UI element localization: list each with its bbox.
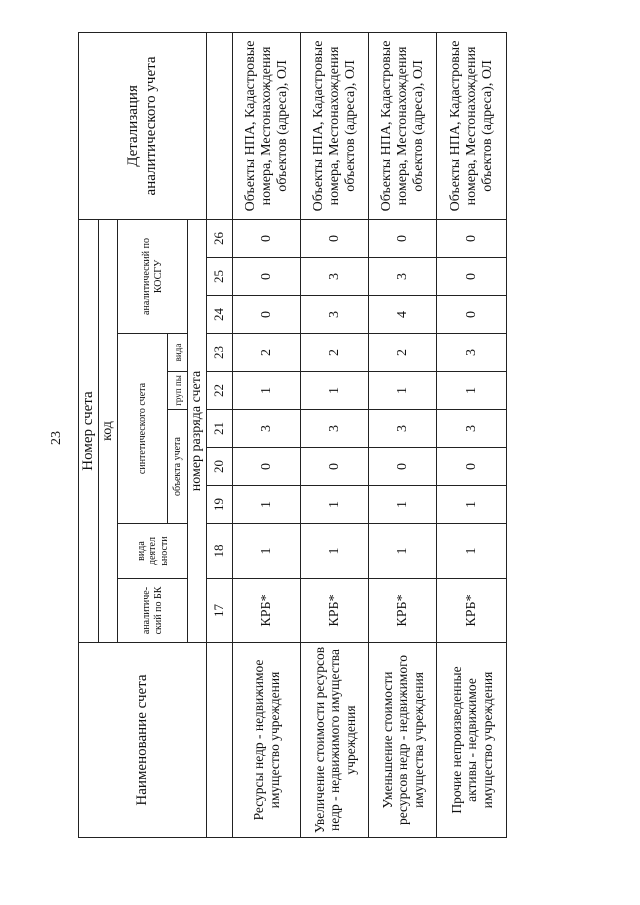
row-value-cell: 1 [233,524,301,579]
row-detail: Объекты НПА, Кадастровые номера, Местонахождения объектов (адреса), ОЛ [437,32,507,219]
row-value-cell: 1 [233,372,301,410]
row-value-cell: 1 [369,524,437,579]
row-value-cell: 4 [369,296,437,334]
row-value-cell: 1 [369,486,437,524]
header-detail: Детализация аналитического учета [79,32,207,219]
row-value-cell: 2 [369,334,437,372]
row-value-cell: 3 [437,334,507,372]
row-value-cell: 0 [437,219,507,257]
header-account-number: Номер счета [79,219,99,642]
digit-number-cell: 25 [207,258,233,296]
row-value-cell: 0 [233,296,301,334]
row-value-cell: 0 [437,296,507,334]
page-number: 23 [49,431,64,445]
digit-number-cell: 22 [207,372,233,410]
account-table [78,32,507,838]
row-value-cell: 2 [233,334,301,372]
row-value-cell: 0 [301,448,369,486]
row-detail: Объекты НПА, Кадастровые номера, Местонахождения объектов (адреса), ОЛ [301,32,369,219]
rotated-table-container [78,33,498,838]
header-account-name: Наименование счета [79,643,207,838]
row-detail: Объекты НПА, Кадастровые номера, Местонахождения объектов (адреса), ОЛ [233,32,301,219]
row-value-cell: 1 [437,372,507,410]
row-value-cell: 1 [437,524,507,579]
row-value-cell: 1 [301,524,369,579]
row-account-name: Увеличение стоимости ресурсов недр - недвижимого имущества учреждения [301,643,369,838]
digit-number-cell: 18 [207,524,233,579]
digit-number-cell: 19 [207,486,233,524]
digit-number-cell: 20 [207,448,233,486]
row-value-cell: 1 [233,486,301,524]
row-value-cell: 0 [233,219,301,257]
row-value-cell: 1 [301,486,369,524]
row-value-cell: 3 [437,410,507,448]
digit-number-cell: 26 [207,219,233,257]
row-value-cell: 0 [369,219,437,257]
header-activity-type: вида деятел ьности [118,524,188,579]
row-value-cell: 3 [301,410,369,448]
row-value-cell: 1 [301,372,369,410]
row-value-cell: 3 [301,258,369,296]
header-object: объекта учета [168,410,188,524]
row-value-cell: 1 [369,372,437,410]
row-value-cell: 0 [301,219,369,257]
row-value-cell: 3 [233,410,301,448]
digit-number-cell: 24 [207,296,233,334]
header-digit-number: номер разряда счета [188,219,207,642]
row-value-cell: КРБ* [369,579,437,643]
row-account-name: Уменьшение стоимости ресурсов недр - недвижимого имущества учреждения [369,643,437,838]
table-row [437,32,507,837]
header-synthetic: синтетического счета [118,334,168,524]
digit-number-cell: 17 [207,579,233,643]
row-value-cell: 0 [437,448,507,486]
digit-number-cell: 21 [207,410,233,448]
row-value-cell: КРБ* [301,579,369,643]
header-group: груп пы [168,372,188,410]
header-analytic-bk: аналитический по БК [118,579,188,643]
row-account-name: Ресурсы недр - недвижимое имущество учреждения [233,643,301,838]
header-analytic-kosgu: аналитический по КОСГУ [118,219,188,333]
table-row [301,32,369,837]
row-value-cell: КРБ* [437,579,507,643]
header-code: код [99,219,118,642]
row-value-cell: 0 [437,258,507,296]
row-value-cell: 2 [301,334,369,372]
row-value-cell: 0 [233,448,301,486]
row-value-cell: 0 [369,448,437,486]
row-value-cell: 1 [437,486,507,524]
table-row [233,32,301,837]
row-value-cell: 3 [369,410,437,448]
row-value-cell: 3 [301,296,369,334]
empty-cell [207,643,233,838]
empty-cell [207,32,233,219]
row-account-name: Прочие непроизведенные активы - недвижимое имущество учреждения [437,643,507,838]
row-detail: Объекты НПА, Кадастровые номера, Местонахождения объектов (адреса), ОЛ [369,32,437,219]
header-kind: вида [168,334,188,372]
row-value-cell: КРБ* [233,579,301,643]
table-row [369,32,437,837]
row-value-cell: 0 [233,258,301,296]
digit-number-cell: 23 [207,334,233,372]
row-value-cell: 3 [369,258,437,296]
